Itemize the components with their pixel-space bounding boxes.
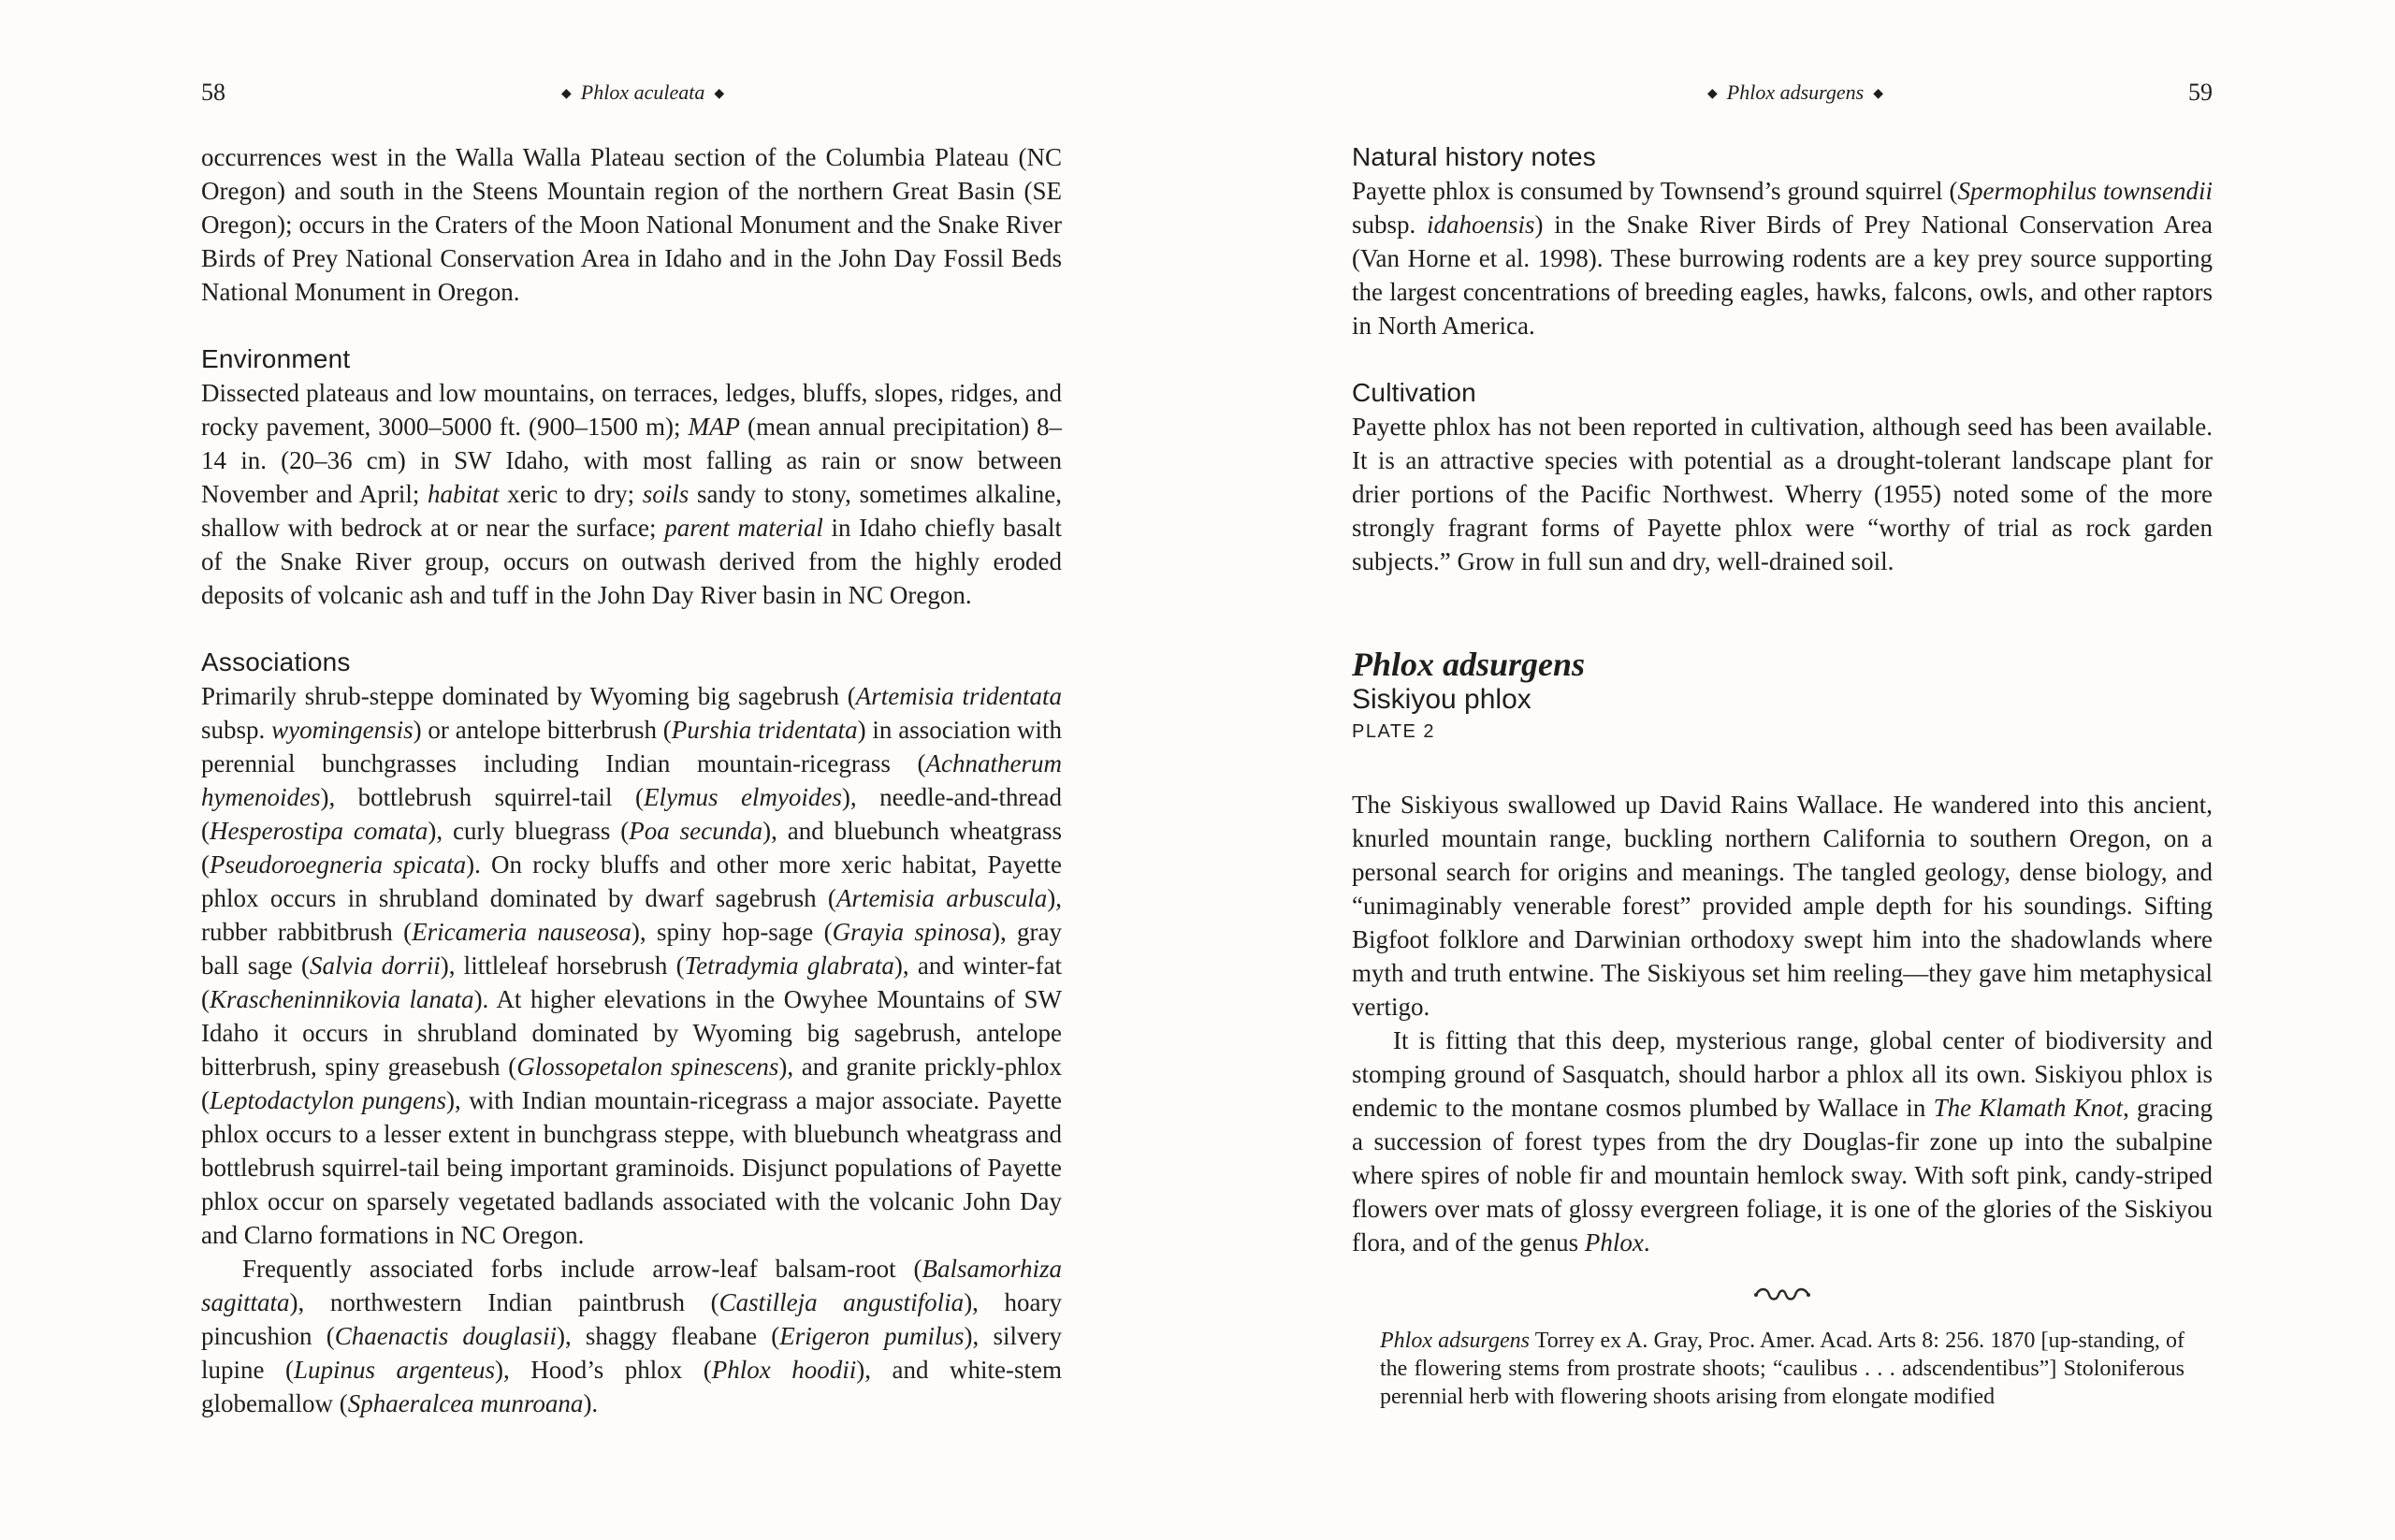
common-name: Siskiyou phlox (1352, 684, 1531, 715)
section-heading-cultivation: Cultivation (1352, 378, 1476, 407)
section-heading-associations: Associations (201, 647, 351, 676)
running-head-text: Phlox aculeata (580, 80, 705, 104)
bullet-ornament: ◆ (714, 87, 725, 101)
plate-reference: PLATE 2 (1352, 721, 1436, 742)
flourish-ornament-icon (1352, 1286, 2213, 1308)
cultivation-paragraph: Payette phlox has not been reported in cultivation, although seed has been available. It is an attractive species with potential as a drought-tolerant landscape plant for drier portions of the Pacific Northwest. Wherry (1955) noted some of the more strongly fragrant forms of Payette phlox were “worthy of trial as rock garden subjects.” Grow in full sun and dry, well-drained soil. (1352, 413, 2213, 575)
species-entry-header (1352, 646, 2213, 745)
running-head (201, 77, 1062, 109)
bullet-ornament: ◆ (561, 87, 572, 101)
running-head-title (552, 77, 733, 110)
distribution-paragraph: occurrences west in the Walla Walla Plateau section of the Columbia Plateau (NC Oregon) and south in the Steens Mountain region of the northern Great Basin (SE Oregon); occurs in the Craters of the Moon National Monument and the Snake River Birds of Prey National Conservation Area in Idaho and in the John Day Fossil Beds National Monument in Oregon. (201, 143, 1062, 306)
bullet-ornament: ◆ (1707, 87, 1718, 101)
running-head-text: Phlox adsurgens (1726, 80, 1865, 104)
right-page-body (1352, 140, 2213, 1411)
associated-forbs-paragraph: Frequently associated forbs include arrow-leaf balsam-root (Balsamorhiza sagittata), northwestern Indian paintbrush (Castilleja angustifolia), hoary pincushion (Chaenactis douglasii), shaggy fleabane (Erigeron pumilus), silvery lupine (Lupinus argenteus), Hood’s phlox (Phlox hoodii), and white-stem globemallow (Sphaeralcea munroana). (201, 1255, 1063, 1417)
right-page (1352, 0, 2213, 1540)
running-head-title (1698, 77, 1893, 110)
natural-history-paragraph: Payette phlox is consumed by Townsend’s ground squirrel (Spermophilus townsendii subsp. idahoensis) in the Snake River Birds of Prey National Conservation Area (Van Horne et al. 1998). These burrowing rodents are a key prey source supporting the largest concentrations of breeding eagles, hawks, falcons, owls, and other raptors in North America. (1352, 177, 2213, 340)
associations-paragraph: Primarily shrub-steppe dominated by Wyoming big sagebrush (Artemisia tridentata subsp. wyomingensis) or antelope bitterbrush (Purshia tridentata) in association with perennial bunchgrasses including Indian mountain-ricegrass (Achnatherum hymenoides), bottlebrush squirrel-tail (Elymus elmyoides), needle-and-thread (Hesperostipa comata), curly bluegrass (Poa secunda), and bluebunch wheatgrass (Pseudoroegneria spicata). On rocky bluffs and other more xeric habitat, Payette phlox occurs in shrubland dominated by dwarf sagebrush (Artemisia arbuscula), rubber rabbitbrush (Ericameria nauseosa), spiny hop-sage (Grayia spinosa), gray ball sage (Salvia dorrii), littleleaf horsebrush (Tetradymia glabrata), and winter-fat (Krascheninnikovia lanata). At higher elevations in the Owyhee Mountains of SW Idaho it occurs in shrubland dominated by Wyoming big sagebrush, antelope bitterbrush, spiny greasebush (Glossopetalon spinescens), and granite prickly-phlox (Leptodactylon pungens), with Indian mountain-ricegrass a major associate. Payette phlox occurs to a lesser extent in bunchgrass steppe, with bluebunch wheatgrass and bottlebrush squirrel-tail being important graminoids. Disjunct populations of Payette phlox occur on sparsely vegetated badlands associated with the volcanic John Day and Clarno formations in NC Oregon. (201, 682, 1063, 1249)
section-heading-environment: Environment (201, 344, 351, 373)
species-name: Phlox adsurgens (1352, 646, 1586, 683)
environment-paragraph: Dissected plateaus and low mountains, on terraces, ledges, bluffs, slopes, ridges, and rocky pavement, 3000–5000 ft. (900–1500 m); MAP (mean annual precipitation) 8–14 in. (20–36 cm) in SW Idaho, with most falling as rain or snow between November and April; habitat xeric to dry; soils sandy to stony, sometimes alkaline, shallow with bedrock at or near the surface; parent material in Idaho chiefly basalt of the Snake River group, occurs on outwash derived from the highly eroded deposits of volcanic ash and tuff in the John Day River basin in NC Oregon. (201, 379, 1062, 609)
bullet-ornament: ◆ (1873, 87, 1884, 101)
species-intro-paragraph-2: It is fitting that this deep, mysterious range, global center of biodiversity and stomping ground of Sasquatch, should harbor a phlox all its own. Siskiyou phlox is endemic to the montane cosmos plumbed by Wallace in The Klamath Knot, gracing a succession of forest types from the dry Douglas-fir zone up into the subalpine where spires of noble fir and mountain hemlock sway. With soft pink, candy-striped flowers over mats of glossy evergreen foliage, it is one of the glories of the Siskiyou flora, and of the genus Phlox. (1352, 1026, 2213, 1257)
left-page (201, 0, 1062, 1540)
page-number: 59 (2188, 79, 2213, 106)
species-intro-paragraph: The Siskiyous swallowed up David Rains Wallace. He wandered into this ancient, knurled mountain range, buckling northern California to southern Oregon, on a personal search for origins and meanings. The tangled geology, dense biology, and “unimaginably venerable forest” provided ample depth for his soundings. Sifting Bigfoot folklore and Darwinian orthodoxy swept him into the shadowlands where myth and truth entwine. The Siskiyous set him reeling—they gave him metaphysical vertigo. (1352, 791, 2213, 1021)
page-number: 58 (201, 79, 225, 106)
running-head (1352, 77, 2213, 109)
left-page-body (201, 140, 1062, 1420)
nomenclature-paragraph: Phlox adsurgens Torrey ex A. Gray, Proc. Amer. Acad. Arts 8: 256. 1870 [up-standing, of the flowering stems from prostrate shoots; “caulibus . . . adscendentibus”] Stoloniferous perennial herb with flowering shoots arising from elongate modified (1380, 1329, 2185, 1409)
section-heading-natural-history: Natural history notes (1352, 142, 1596, 171)
